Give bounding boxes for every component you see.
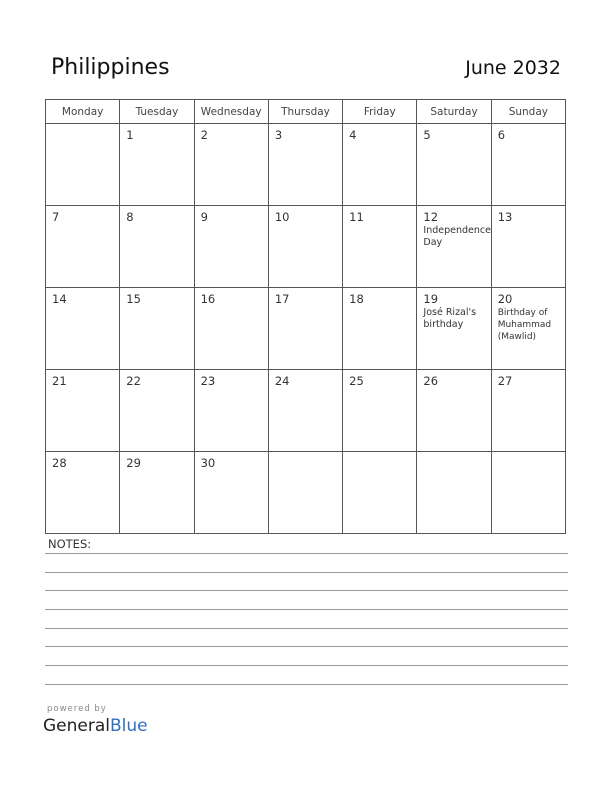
day-cell [194,370,268,452]
day-cell [268,452,342,534]
holiday-label: Independence Day [423,225,491,248]
day-cell [268,288,342,370]
holiday-label: José Rizal's birthday [423,307,477,330]
day-cell [46,452,120,534]
day-number: 11 [349,210,364,224]
weekday-header-row [46,100,566,124]
day-cell [46,206,120,288]
day-number: 27 [497,374,513,388]
day-number: 21 [52,374,67,388]
day-cell [120,452,194,534]
day-cell [46,288,120,370]
day-cell [491,124,565,206]
day-cell [46,370,120,452]
day-cell [46,124,120,206]
day-cell [343,206,417,288]
day-number: 28 [52,456,67,470]
day-cell [120,288,194,370]
powered-by-text: powered by [47,704,107,714]
week-row [46,288,566,370]
day-cell [194,452,268,534]
weekday-saturday: Saturday [417,100,491,124]
day-cell [491,452,565,534]
day-number: 20 [497,292,513,306]
day-cell [120,370,194,452]
day-cell [491,370,565,452]
day-number: 17 [274,292,290,306]
day-number: 1 [126,128,134,142]
day-cell [120,206,194,288]
holiday-label: Birthday of Muhammad (Mawlid) [497,308,552,342]
brand-blue: Blue [110,716,148,736]
day-number: 26 [423,374,439,388]
day-number: 24 [274,374,290,388]
day-number: 16 [200,292,216,306]
country-title: Philippines [51,55,170,80]
note-line [45,553,568,554]
day-number: 9 [200,210,208,224]
day-cell [120,124,194,206]
day-number: 19 [423,292,439,306]
day-cell [343,370,417,452]
month-title: June 2032 [465,57,561,79]
note-line [45,572,568,573]
day-number: 8 [126,210,134,224]
day-cell [417,370,491,452]
day-cell [268,124,342,206]
weekday-friday: Friday [343,100,417,124]
day-number: 25 [349,374,364,388]
note-line [45,628,568,629]
week-row [46,206,566,288]
day-cell [491,288,565,370]
day-cell [417,124,491,206]
weekday-sunday: Sunday [491,100,565,124]
day-cell [343,288,417,370]
weekday-thursday: Thursday [268,100,342,124]
generalblue-logo [43,716,148,736]
day-number: 23 [200,374,216,388]
day-number: 13 [497,210,513,224]
note-line [45,590,568,591]
day-number: 10 [274,210,290,224]
day-cell [417,452,491,534]
notes-label: NOTES: [48,537,92,551]
weekday-tuesday: Tuesday [120,100,194,124]
day-cell [343,124,417,206]
day-cell [194,124,268,206]
week-row [46,452,566,534]
day-number: 7 [52,210,60,224]
day-number: 5 [423,128,431,142]
day-number: 14 [52,292,67,306]
calendar-grid [45,99,566,534]
day-cell [268,370,342,452]
brand-general: General [43,716,110,736]
day-number: 18 [349,292,364,306]
day-cell [491,206,565,288]
day-cell [417,206,491,288]
day-number: 4 [349,128,357,142]
week-row [46,370,566,452]
note-line [45,684,568,685]
day-cell [194,206,268,288]
day-number: 12 [423,210,439,224]
note-line [45,665,568,666]
day-cell [268,206,342,288]
day-number: 30 [200,456,216,470]
day-number: 22 [126,374,141,388]
weekday-wednesday: Wednesday [194,100,268,124]
note-line [45,609,568,610]
day-cell [343,452,417,534]
day-number: 3 [274,128,283,142]
day-number: 29 [126,456,141,470]
day-number: 15 [126,292,141,306]
day-cell [417,288,491,370]
day-number: 6 [497,128,506,142]
week-row [46,124,566,206]
note-line [45,646,568,647]
weekday-monday: Monday [46,100,120,124]
day-cell [194,288,268,370]
day-number: 2 [200,128,208,142]
